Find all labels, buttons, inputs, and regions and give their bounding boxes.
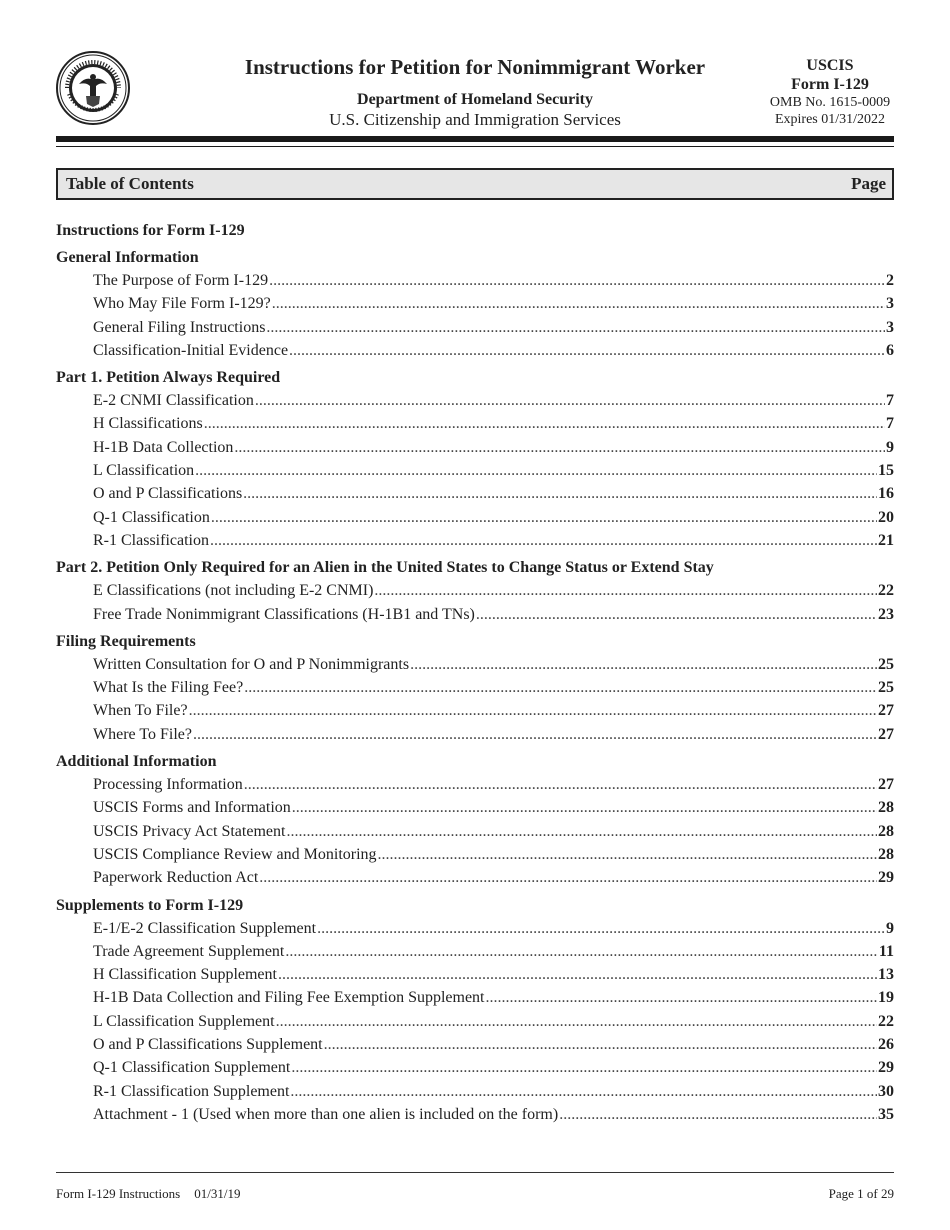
- toc-entry[interactable]: [56, 1033, 894, 1056]
- toc-entry-label: Trade Agreement Supplement: [93, 942, 285, 960]
- toc-entry[interactable]: [56, 653, 894, 676]
- toc-entry[interactable]: [56, 963, 894, 986]
- toc-leader-dots: [266, 316, 885, 339]
- toc-entry-page: 22: [878, 1012, 894, 1030]
- toc-entry[interactable]: [56, 723, 894, 746]
- toc-entry-label: L Classification Supplement: [93, 1012, 275, 1030]
- toc-entry[interactable]: [56, 339, 894, 362]
- toc-entry-page: 16: [878, 485, 894, 503]
- footer-divider: [56, 1172, 894, 1173]
- toc-leader-dots: [189, 699, 877, 722]
- footer-page-number: Page 1 of 29: [828, 1186, 894, 1201]
- footer-form-date: 01/31/19: [194, 1186, 241, 1201]
- toc-entry-label: Q-1 Classification: [93, 508, 210, 526]
- toc-entry[interactable]: [56, 389, 894, 412]
- department-name: Department of Homeland Security: [357, 91, 593, 108]
- toc-entry-page: 11: [878, 942, 894, 960]
- toc-entry-label: R-1 Classification: [93, 531, 209, 549]
- expiration-date: Expires 01/31/2022: [774, 112, 886, 127]
- toc-leader-dots: [272, 292, 885, 315]
- toc-entry-label: H-1B Data Collection: [93, 438, 234, 456]
- toc-entry[interactable]: [56, 603, 894, 626]
- toc-entry[interactable]: [56, 316, 894, 339]
- toc-entry-page: 2: [886, 272, 894, 289]
- toc-leader-dots: [486, 986, 878, 1009]
- form-id-block: [760, 56, 900, 128]
- toc-entry-label: H Classifications: [93, 415, 203, 433]
- toc-heading-bar: [56, 168, 894, 200]
- toc-leader-dots: [204, 412, 885, 435]
- toc-entry-page: 6: [886, 341, 894, 359]
- omb-number: OMB No. 1615-0009: [769, 95, 891, 110]
- toc-leader-dots: [211, 506, 877, 529]
- toc-entry-page: 22: [878, 582, 894, 600]
- agency-name: U.S. Citizenship and Immigration Services: [329, 110, 621, 129]
- toc-entry-label: H-1B Data Collection and Filing Fee Exemption Supplement: [93, 989, 485, 1007]
- toc-leader-dots: [559, 1103, 877, 1126]
- toc-entry-label: L Classification: [93, 462, 195, 480]
- toc-leader-dots: [285, 940, 878, 963]
- toc-entry[interactable]: [56, 506, 894, 529]
- toc-entry-page: 3: [886, 295, 894, 313]
- toc-entry[interactable]: [56, 866, 894, 889]
- toc-entry-label: O and P Classifications: [93, 485, 243, 503]
- toc-section-heading: Part 1. Petition Always Required: [56, 369, 281, 387]
- toc-entry-label: Who May File Form I-129?: [93, 295, 271, 313]
- toc-entry-page: 35: [878, 1105, 894, 1123]
- toc-entry-label: Free Trade Nonimmigrant Classifications (H-1B1 and TNs): [93, 605, 475, 623]
- toc-section-heading: Additional Information: [56, 753, 217, 771]
- toc-leader-dots: [291, 1056, 877, 1079]
- toc-entry-page: 28: [878, 845, 894, 863]
- toc-leader-dots: [255, 389, 885, 412]
- toc-entry[interactable]: [56, 412, 894, 435]
- toc-title: Table of Contents: [66, 174, 194, 193]
- toc-entry[interactable]: [56, 269, 894, 292]
- toc-entry[interactable]: [56, 579, 894, 602]
- toc-leader-dots: [259, 866, 877, 889]
- toc-entry-page: 28: [878, 799, 894, 817]
- toc-leader-dots: [243, 482, 877, 505]
- toc-entry-label: Classification-Initial Evidence: [93, 341, 289, 359]
- toc-entry[interactable]: [56, 773, 894, 796]
- toc-entry[interactable]: [56, 1103, 894, 1126]
- toc-entry-page: 27: [878, 776, 894, 794]
- toc-entry[interactable]: [56, 820, 894, 843]
- toc-entry[interactable]: [56, 843, 894, 866]
- toc-page-header: Page: [851, 174, 886, 193]
- toc-entry-page: 29: [878, 1059, 894, 1077]
- toc-entry-page: 9: [886, 438, 894, 456]
- toc-entry-label: Written Consultation for O and P Nonimmigrants: [93, 655, 410, 673]
- toc-entry[interactable]: [56, 699, 894, 722]
- header-divider-thin: [56, 146, 894, 147]
- toc-entry-page: 20: [878, 508, 894, 526]
- toc-entry-label: What Is the Filing Fee?: [93, 679, 244, 697]
- toc-entry-page: 7: [886, 415, 894, 433]
- toc-entry-page: 27: [878, 725, 894, 743]
- toc-leader-dots: [278, 963, 877, 986]
- toc-entry[interactable]: [56, 940, 894, 963]
- toc-entry-label: The Purpose of Form I-129: [93, 272, 269, 289]
- toc-leader-dots: [193, 723, 877, 746]
- toc-entry-label: R-1 Classification Supplement: [93, 1082, 290, 1100]
- toc-entry-label: USCIS Forms and Information: [93, 799, 291, 817]
- toc-leader-dots: [195, 459, 877, 482]
- toc-entry-label: USCIS Compliance Review and Monitoring: [93, 845, 377, 863]
- toc-entry-label: E Classifications (not including E-2 CNMI): [93, 582, 374, 600]
- toc-entry-page: 21: [878, 531, 894, 549]
- toc-leader-dots: [374, 579, 877, 602]
- footer-form-info: [56, 1186, 240, 1202]
- toc-entry-page: 27: [878, 702, 894, 720]
- toc-entry[interactable]: [56, 529, 894, 552]
- toc-entry[interactable]: [56, 1056, 894, 1079]
- toc-entry-label: O and P Classifications Supplement: [93, 1036, 323, 1054]
- toc-entry-label: General Filing Instructions: [93, 318, 266, 336]
- toc-leader-dots: [269, 269, 885, 292]
- toc-entry-page: 15: [878, 462, 894, 480]
- toc-entry-page: 25: [878, 655, 894, 673]
- toc-leader-dots: [378, 843, 877, 866]
- toc-entry[interactable]: [56, 676, 894, 699]
- toc-entry-label: Processing Information: [93, 776, 243, 794]
- toc-section-heading: General Information: [56, 249, 199, 266]
- toc-entry[interactable]: [56, 796, 894, 819]
- toc-entry-label: Q-1 Classification Supplement: [93, 1059, 291, 1077]
- toc-leader-dots: [292, 796, 877, 819]
- toc-leader-dots: [210, 529, 877, 552]
- toc-entry-page: 19: [878, 989, 894, 1007]
- toc-leader-dots: [244, 676, 877, 699]
- toc-entry-page: 3: [886, 318, 894, 336]
- toc-main-heading: Instructions for Form I-129: [56, 222, 245, 239]
- toc-entry-page: 26: [878, 1036, 894, 1054]
- toc-contents: [56, 219, 894, 1126]
- toc-entry-label: Where To File?: [93, 725, 192, 743]
- footer-form-name: Form I-129 Instructions: [56, 1186, 181, 1201]
- form-number: Form I-129: [791, 76, 869, 93]
- toc-entry[interactable]: [56, 482, 894, 505]
- toc-leader-dots: [476, 603, 877, 626]
- toc-entry-page: 25: [878, 679, 894, 697]
- toc-section-heading: Filing Requirements: [56, 632, 196, 650]
- toc-entry-label: Attachment - 1 (Used when more than one alien is included on the form): [93, 1105, 559, 1123]
- toc-leader-dots: [290, 1080, 877, 1103]
- toc-entry-label: E-2 CNMI Classification: [93, 392, 254, 410]
- toc-entry[interactable]: [56, 436, 894, 459]
- toc-leader-dots: [244, 773, 877, 796]
- toc-section-heading: Part 2. Petition Only Required for an Alien in the United States to Change Status or Extend Stay: [56, 559, 714, 577]
- toc-leader-dots: [324, 1033, 877, 1056]
- toc-entry[interactable]: [56, 1080, 894, 1103]
- toc-entry[interactable]: [56, 1010, 894, 1033]
- toc-leader-dots: [234, 436, 885, 459]
- toc-leader-dots: [286, 820, 877, 843]
- toc-entry-label: When To File?: [93, 702, 188, 720]
- toc-entry-page: 28: [878, 822, 894, 840]
- toc-entry-page: 23: [878, 605, 894, 623]
- toc-entry-page: 13: [878, 966, 894, 984]
- toc-entry-page: 7: [886, 392, 894, 410]
- toc-leader-dots: [317, 917, 885, 940]
- header-divider-thick: [56, 136, 894, 142]
- toc-entry[interactable]: [56, 459, 894, 482]
- toc-entry-page: 29: [878, 869, 894, 887]
- toc-leader-dots: [410, 653, 877, 676]
- header-center: [195, 52, 755, 130]
- toc-entry[interactable]: [56, 292, 894, 315]
- toc-entry[interactable]: [56, 986, 894, 1009]
- toc-entry-page: 30: [878, 1082, 894, 1100]
- toc-entry-label: E-1/E-2 Classification Supplement: [93, 919, 317, 937]
- agency-abbr: USCIS: [806, 57, 854, 74]
- toc-entry-page: 9: [886, 919, 894, 937]
- toc-entry-label: Paperwork Reduction Act: [93, 869, 259, 887]
- toc-entry[interactable]: [56, 917, 894, 940]
- dhs-seal-icon: [55, 50, 131, 126]
- toc-entry-label: USCIS Privacy Act Statement: [93, 822, 286, 840]
- document-title: Instructions for Petition for Nonimmigrant Worker: [244, 55, 706, 79]
- toc-section-heading: Supplements to Form I-129: [56, 896, 244, 914]
- toc-entry-label: H Classification Supplement: [93, 966, 277, 984]
- toc-leader-dots: [289, 339, 885, 362]
- toc-leader-dots: [276, 1010, 877, 1033]
